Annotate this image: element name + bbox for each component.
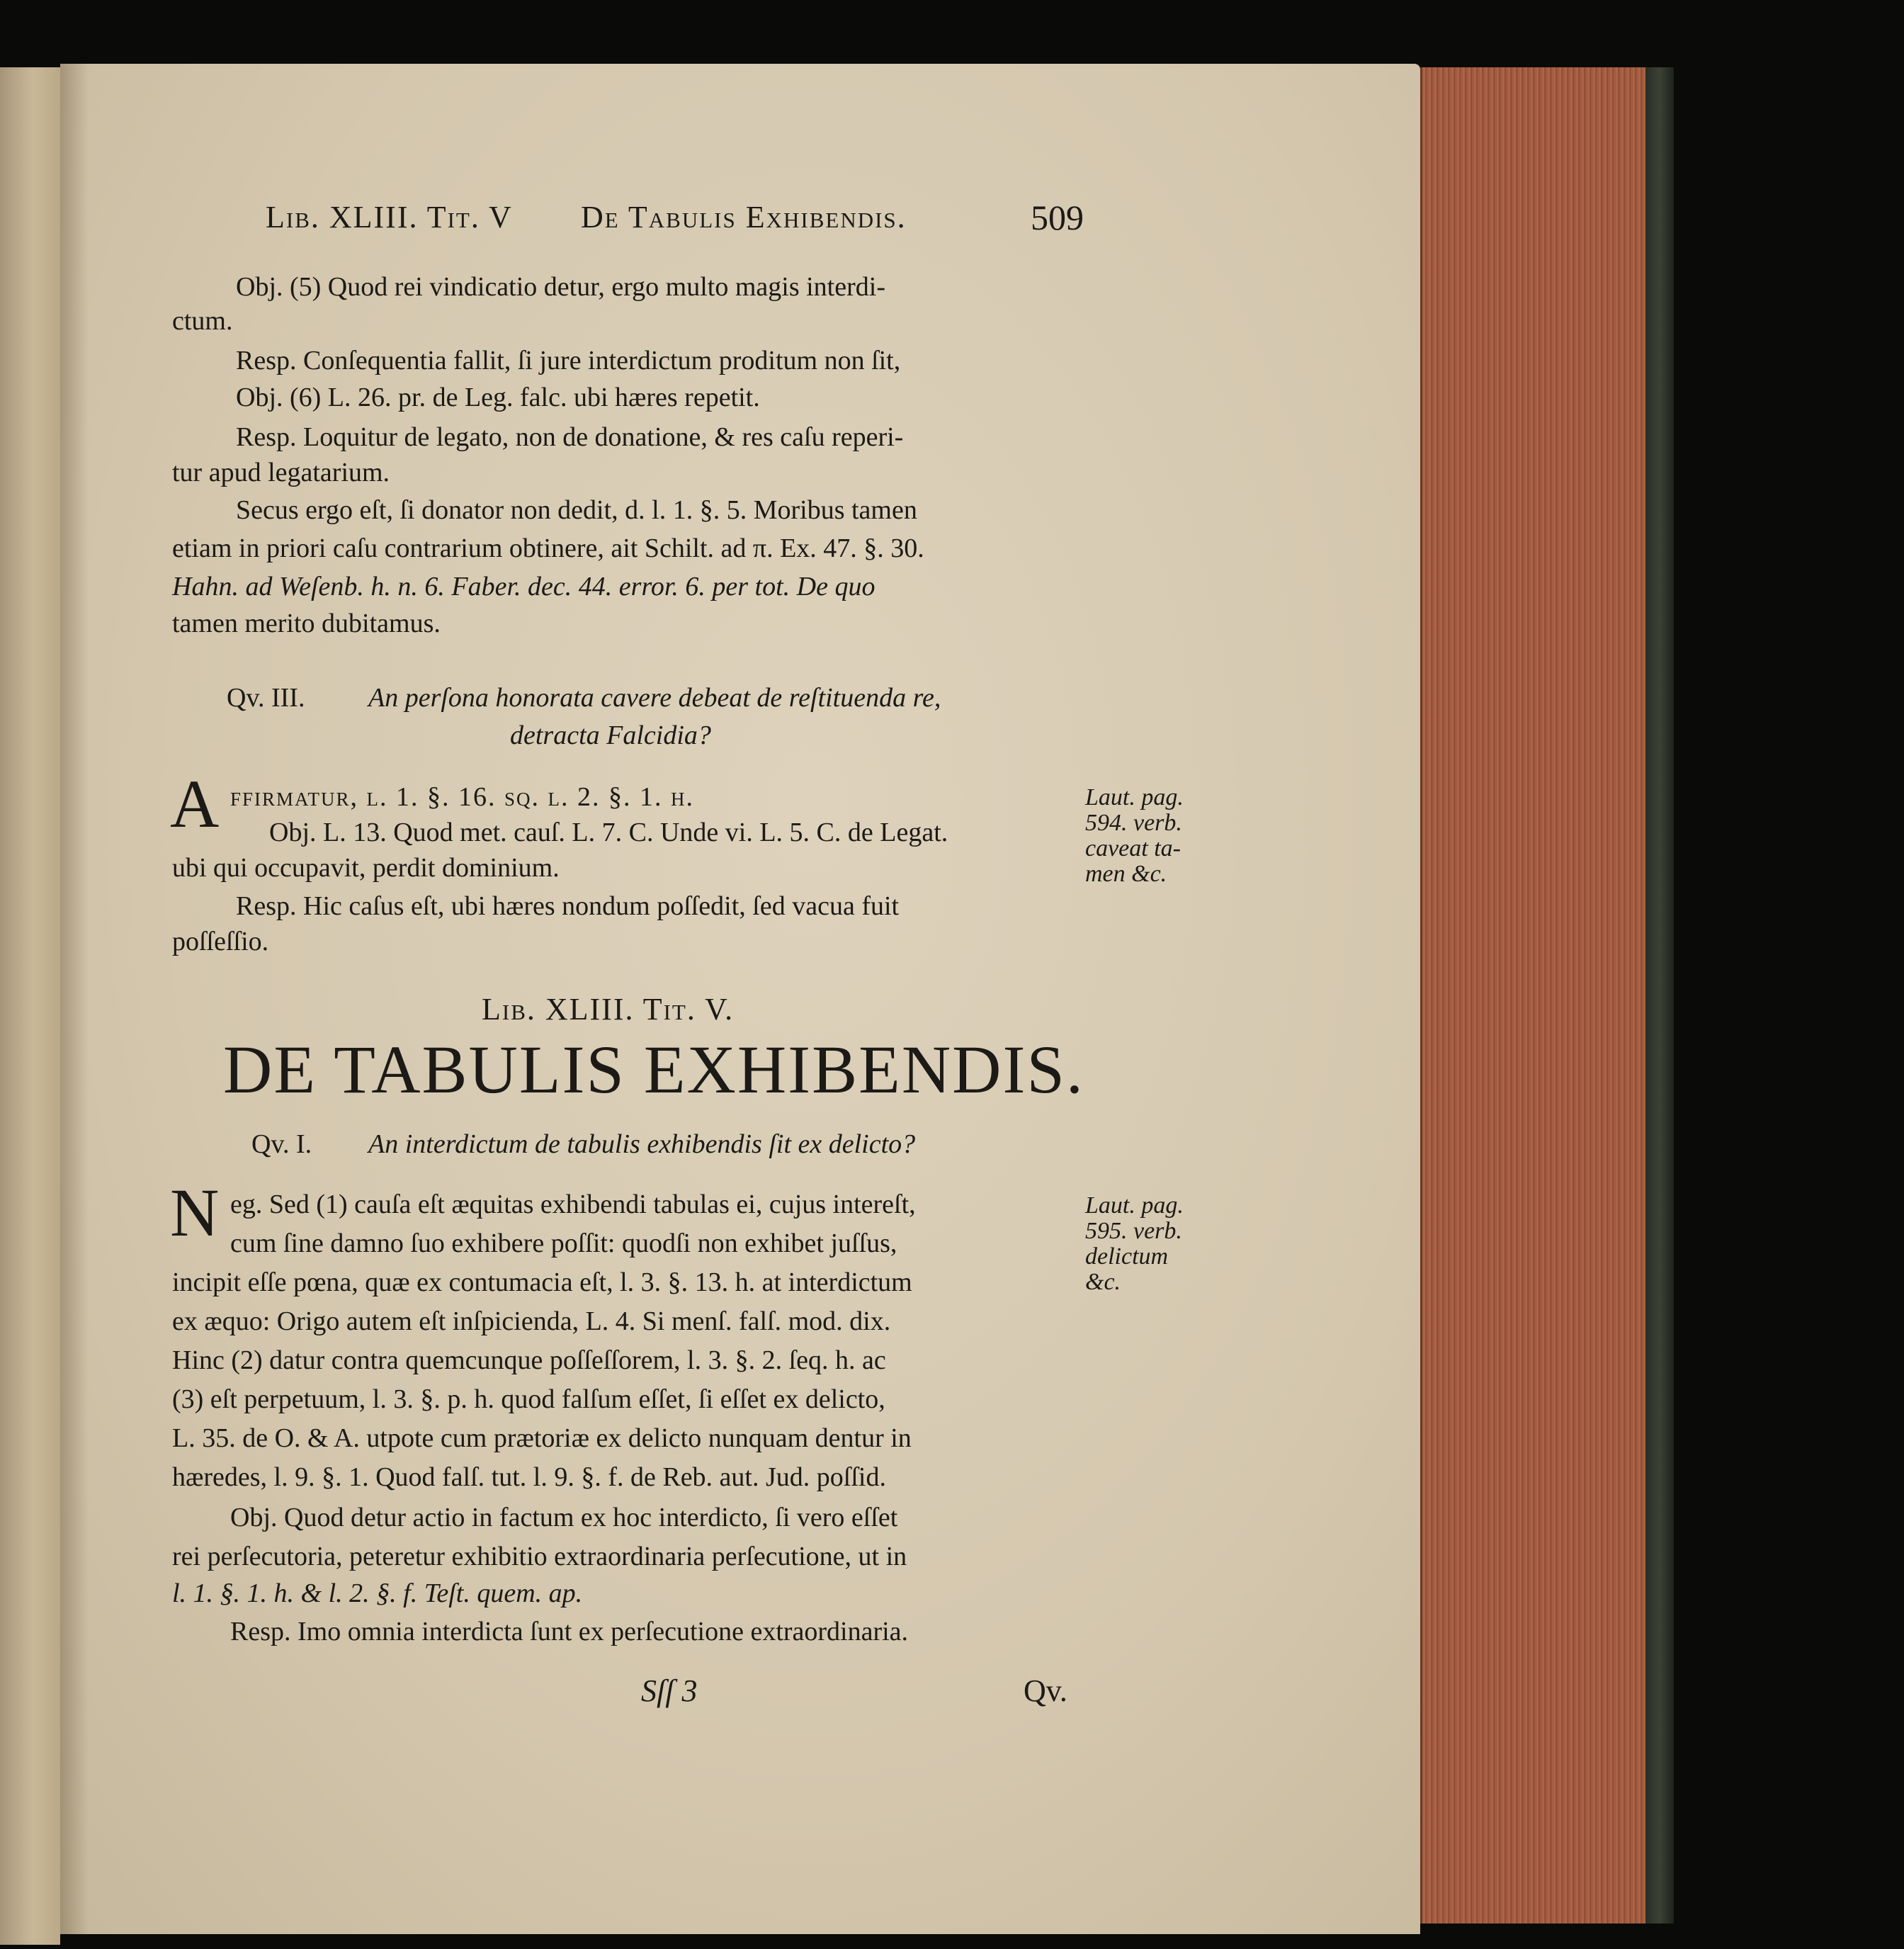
question-text: An perſona honorata cavere debeat de reſtituenda re,: [368, 683, 941, 713]
margin-note: [1085, 785, 1184, 887]
left-page-edge: [0, 67, 60, 1945]
signature-mark: Sſſ 3: [641, 1673, 698, 1708]
text-line: ctum.: [172, 306, 233, 336]
text-line: incipit eſſe pœna, quæ ex contumacia eſt, l. 3. §. 13. h. at interdictum: [172, 1267, 912, 1297]
text-line: Resp. Imo omnia interdicta ſunt ex perſecutione extraordinaria.: [230, 1617, 909, 1646]
page-gutter-shadow: [60, 64, 89, 1934]
margin-note-line: delictum: [1085, 1243, 1169, 1270]
text-line: Hahn. ad Weſenb. h. n. 6. Faber. dec. 44. error. 6. per tot. De quo: [172, 572, 876, 601]
drop-cap: N: [170, 1175, 220, 1250]
text-line: Obj. Quod detur actio in factum ex hoc interdicto, ſi vero eſſet: [230, 1503, 898, 1532]
question-label: Qv. III.: [227, 683, 305, 713]
text-line: ubi qui occupavit, perdit dominium.: [172, 853, 560, 883]
text-line: eg. Sed (1) cauſa eſt æquitas exhibendi tabulas ei, cujus intereſt,: [230, 1190, 916, 1219]
text-line: rei perſecutoria, peteretur exhibitio extraordinaria perſecutione, ut in: [172, 1542, 907, 1571]
text-line: Obj. (6) L. 26. pr. de Leg. falc. ubi hæres repetit.: [236, 383, 760, 412]
title-subheading: Lib. XLIII. Tit. V.: [482, 992, 735, 1027]
text-line: L. 35. de O. & A. utpote cum prætoriæ ex delicto nunquam dentur in: [172, 1423, 912, 1453]
text-line: poſſeſſio.: [172, 927, 269, 956]
text-line: Resp. Hic caſus eſt, ubi hæres nondum poſſedit, ſed vacua fuit: [236, 891, 900, 921]
text-line: hæredes, l. 9. §. 1. Quod falſ. tut. l. 9. §. f. de Reb. aut. Jud. poſſid.: [172, 1462, 886, 1492]
margin-note-line: 594. verb.: [1085, 810, 1182, 836]
header-title: De Tabulis Exhibendis.: [581, 200, 907, 235]
text-line: tamen merito dubitamus.: [172, 609, 441, 638]
margin-note-line: &c.: [1085, 1269, 1121, 1295]
title-heading: DE TABULIS EXHIBENDIS.: [223, 1032, 1084, 1107]
text-line: etiam in priori caſu contrarium obtinere, ait Schilt. ad π. Ex. 47. §. 30.: [172, 533, 924, 563]
text-line: Resp. Conſequentia fallit, ſi jure interdictum proditum non ſit,: [236, 346, 901, 375]
text-line: Secus ergo eſt, ſi donator non dedit, d. l. 1. §. 5. Moribus tamen: [236, 495, 917, 525]
margin-note-line: caveat ta-: [1085, 835, 1181, 861]
question-text: detracta Falcidia?: [510, 721, 711, 750]
drop-cap: A: [170, 766, 220, 842]
text-line: Hinc (2) datur contra quemcunque poſſeſſorem, l. 3. §. 2. ſeq. h. ac: [172, 1345, 886, 1375]
margin-note-line: 595. verb.: [1085, 1218, 1182, 1244]
margin-note: [1085, 1193, 1184, 1295]
text-line: cum ſine damno ſuo exhibere poſſit: quodſi non exhibet juſſus,: [230, 1228, 897, 1258]
header-left: Lib. XLIII. Tit. V: [266, 200, 513, 235]
margin-note-line: men &c.: [1085, 861, 1167, 887]
text-line: tur apud legatarium.: [172, 458, 390, 487]
margin-note-line: Laut. pag.: [1085, 1192, 1184, 1219]
text-line: Resp. Loquitur de legato, non de donatione, & res caſu reperi-: [236, 422, 904, 452]
question-label: Qv. I.: [251, 1129, 312, 1159]
page-block-edge: [1420, 67, 1645, 1923]
text-line: Obj. (5) Quod rei vindicatio detur, ergo multo magis interdi-: [236, 272, 885, 302]
text-line: l. 1. §. 1. h. & l. 2. §. f. Teſt. quem. ap.: [172, 1578, 583, 1608]
catchword: Qv.: [1024, 1673, 1067, 1708]
text-line: Obj. L. 13. Quod met. cauſ. L. 7. C. Unde vi. L. 5. C. de Legat.: [269, 818, 948, 847]
question-text: An interdictum de tabulis exhibendis ſit ex delicto?: [368, 1129, 916, 1159]
page-number: 509: [1031, 198, 1084, 237]
margin-note-line: Laut. pag.: [1085, 784, 1184, 810]
text-line: (3) eſt perpetuum, l. 3. §. p. h. quod falſum eſſet, ſi eſſet ex delicto,: [172, 1384, 885, 1414]
text-line: ffirmatur, l. 1. §. 16. ſq. l. 2. §. 1. h.: [230, 782, 695, 812]
text-line: ex æquo: Origo autem eſt inſpicienda, L. 4. Si menſ. falſ. mod. dix.: [172, 1306, 891, 1336]
